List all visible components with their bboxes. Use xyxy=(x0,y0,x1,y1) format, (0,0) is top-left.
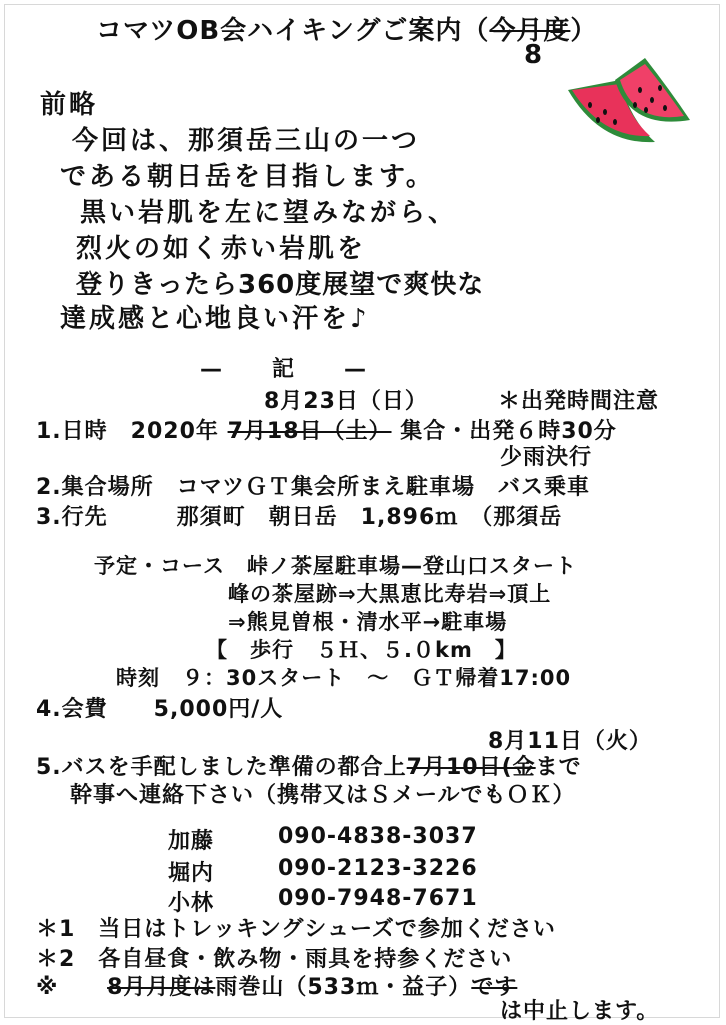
contact-name: 加藤 xyxy=(168,829,215,854)
note-3: ※ 8月月度は雨巻山（533ｍ・益子）です xyxy=(36,975,518,1000)
departure-note: ＊出発時間注意 xyxy=(498,389,660,414)
page-title: コマツOB会ハイキングご案内（今月度） xyxy=(96,16,598,46)
contact-name: 小林 xyxy=(168,891,215,916)
rain-note: 少雨決行 xyxy=(500,445,593,470)
watermelon-icon xyxy=(560,50,700,150)
note-1: ＊1 当日はトレッキングシューズで参加ください xyxy=(36,917,556,942)
greeting: 前略 xyxy=(40,90,99,120)
course-walk: 【 歩行 ５Ｈ、５.０km 】 xyxy=(206,638,517,662)
ki-heading: — 記 — xyxy=(200,357,369,382)
intro-line-3: 黒い岩肌を左に望みながら、 xyxy=(80,198,458,228)
destination: 3.行先 那須町 朝日岳 1,896ｍ （那須岳 xyxy=(36,505,563,530)
date-correction: 8月23日（日） xyxy=(264,389,428,414)
intro-line-6: 達成感と心地良い汗を♪ xyxy=(60,304,370,334)
bus-deadline-correction: 8月11日（火） xyxy=(488,729,652,754)
date-line: 1.日時 2020年 7月18日（土） 集合・出発６時30分 xyxy=(36,419,617,444)
course-line-1: 予定・コース 峠ノ茶屋駐車場—登山口スタート xyxy=(94,554,577,578)
intro-line-2: である朝日岳を目指します。 xyxy=(60,162,435,192)
course-line-2: 峰の茶屋跡⇒大黒恵比寿岩⇒頂上 xyxy=(228,582,552,606)
note-2: ＊2 各自昼食・飲み物・雨具を持参ください xyxy=(36,947,513,972)
intro-line-1: 今回は、那須岳三山の一つ xyxy=(72,126,421,156)
course-line-3: ⇒熊見曽根・清水平→駐車場 xyxy=(228,610,508,634)
contact-phone: 090-7948-7671 xyxy=(278,886,478,911)
meeting-place: 2.集合場所 コマツＧＴ集会所まえ駐車場 バス乗車 xyxy=(36,475,591,500)
intro-line-4: 烈火の如く赤い岩肌を xyxy=(76,234,367,264)
title-month-correction: 8 xyxy=(524,40,544,70)
contact-phone: 090-2123-3226 xyxy=(278,856,478,881)
intro-line-5: 登りきったら360度展望で爽快な xyxy=(76,270,485,300)
contact-name: 堀内 xyxy=(168,861,215,886)
contact-phone: 090-4838-3037 xyxy=(278,824,478,849)
bus-line-2: 幹事へ連絡下さい（携帯又はＳメールでもＯＫ） xyxy=(70,783,576,808)
bus-line-1: 5.バスを手配しました準備の都合上7月10日(金まで xyxy=(36,755,582,780)
cancel-note: は中止します。 xyxy=(500,999,660,1024)
course-time: 時刻 ９：30スタート 〜 ＧＴ帰着17:00 xyxy=(116,666,572,690)
fee: 4.会費 5,000円/人 xyxy=(36,697,284,722)
